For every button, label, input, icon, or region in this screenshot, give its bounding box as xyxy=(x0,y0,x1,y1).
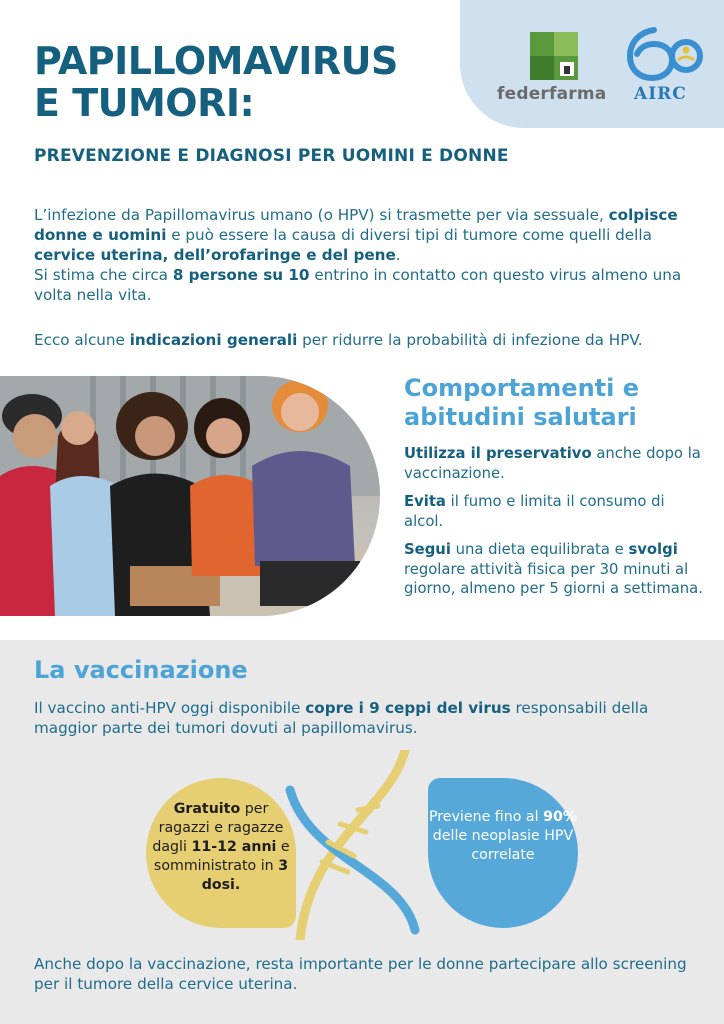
federfarma-logo-text: federfarma xyxy=(497,84,607,104)
prevention-text-2: delle neoplasie HPV correlate xyxy=(432,828,574,863)
intro-p2-bold: 8 persone su 10 xyxy=(172,266,310,284)
habit-item-2-text: il fumo e limita il consumo di alcol. xyxy=(404,493,665,530)
habits-list xyxy=(404,444,704,608)
title-line-2: E TUMORI: xyxy=(34,81,255,125)
page-title xyxy=(34,40,398,124)
intro-p1-bold-2: cervice uterina, dell’orofaringe e del pene xyxy=(34,246,396,264)
federfarma-logo-icon xyxy=(530,32,578,80)
habit-item-diet xyxy=(404,540,704,599)
intro-paragraph-1 xyxy=(34,205,684,265)
group-of-young-people-illustration xyxy=(0,376,380,616)
intro-p2-c: entrino in contatto con questo virus almeno una volta nella vita. xyxy=(34,266,682,304)
airc-60-logo-icon xyxy=(626,24,704,82)
vaccination-text-bold: copre i 9 ceppi del virus xyxy=(305,699,511,717)
habit-item-3-text-1: una dieta equilibrata e xyxy=(450,541,629,558)
intro-p1-c: e può essere la causa di diversi tipi di tumore come quelli della xyxy=(166,226,652,244)
habit-item-1-text: anche dopo la vaccinazione. xyxy=(404,445,701,482)
intro-paragraph-2 xyxy=(34,265,684,305)
vaccination-text-c: responsabili della maggior parte dei tumori dovuti al papillomavirus. xyxy=(34,699,649,737)
habit-item-1-bold: Utilizza il preservativo xyxy=(404,445,592,462)
intro-p2-a: Si stima che circa xyxy=(34,266,173,284)
screening-note: Anche dopo la vaccinazione, resta importante per le donne partecipare allo screening per il tumore della cervice uterina. xyxy=(34,955,687,993)
free-vaccine-text-2: e somministrato in xyxy=(153,839,290,874)
airc-logo-text: AIRC xyxy=(634,84,687,104)
prevention-text-1: Previene fino al xyxy=(428,809,544,825)
vaccination-text xyxy=(34,698,694,738)
intro-text xyxy=(34,205,684,350)
intro-p3-bold: indicazioni generali xyxy=(129,331,298,349)
habit-item-condom xyxy=(404,444,704,483)
free-vaccine-text-1: per ragazzi e ragazze dagli xyxy=(152,801,284,855)
habit-item-3-text-2: regolare attività fisica per 30 minuti al giorno, almeno per 5 giorni a settimana. xyxy=(404,560,703,597)
page-subtitle: PREVENZIONE E DIAGNOSI PER UOMINI E DONNE xyxy=(34,146,509,166)
habit-item-2-bold: Evita xyxy=(404,493,446,510)
free-vaccine-text xyxy=(146,800,296,895)
prevention-bold: 90% xyxy=(543,809,578,825)
habits-title-line-2: abitudini salutari xyxy=(404,403,637,431)
intro-p3-a: Ecco alcune xyxy=(34,331,130,349)
intro-p1-bold-1: colpisce donne e uomini xyxy=(34,206,678,244)
intro-p1-e: . xyxy=(395,246,401,264)
prevention-text xyxy=(428,808,578,865)
title-line-1: PAPILLOMAVIRUS xyxy=(34,39,398,83)
intro-p1-a: L’infezione da Papillomavirus umano (o HPV) si trasmette per via sessuale, xyxy=(34,206,609,224)
free-vaccine-bold-3: 3 dosi. xyxy=(201,858,289,893)
free-vaccine-bold-2: 11-12 anni xyxy=(191,839,277,855)
vaccination-title: La vaccinazione xyxy=(34,656,248,684)
habits-title xyxy=(404,374,639,432)
habits-title-line-1: Comportamenti e xyxy=(404,374,639,402)
intro-paragraph-3 xyxy=(34,330,684,350)
intro-p3-c: per ridurre la probabilità di infezione da HPV. xyxy=(297,331,643,349)
free-vaccine-bold-1: Gratuito xyxy=(173,801,241,817)
habit-item-smoking xyxy=(404,492,704,531)
group-photo xyxy=(0,376,380,616)
habit-item-3-bold-2: svolgi xyxy=(628,541,678,558)
habit-item-3-bold-1: Segui xyxy=(404,541,451,558)
vaccination-text-a: Il vaccino anti-HPV oggi disponibile xyxy=(34,699,306,717)
